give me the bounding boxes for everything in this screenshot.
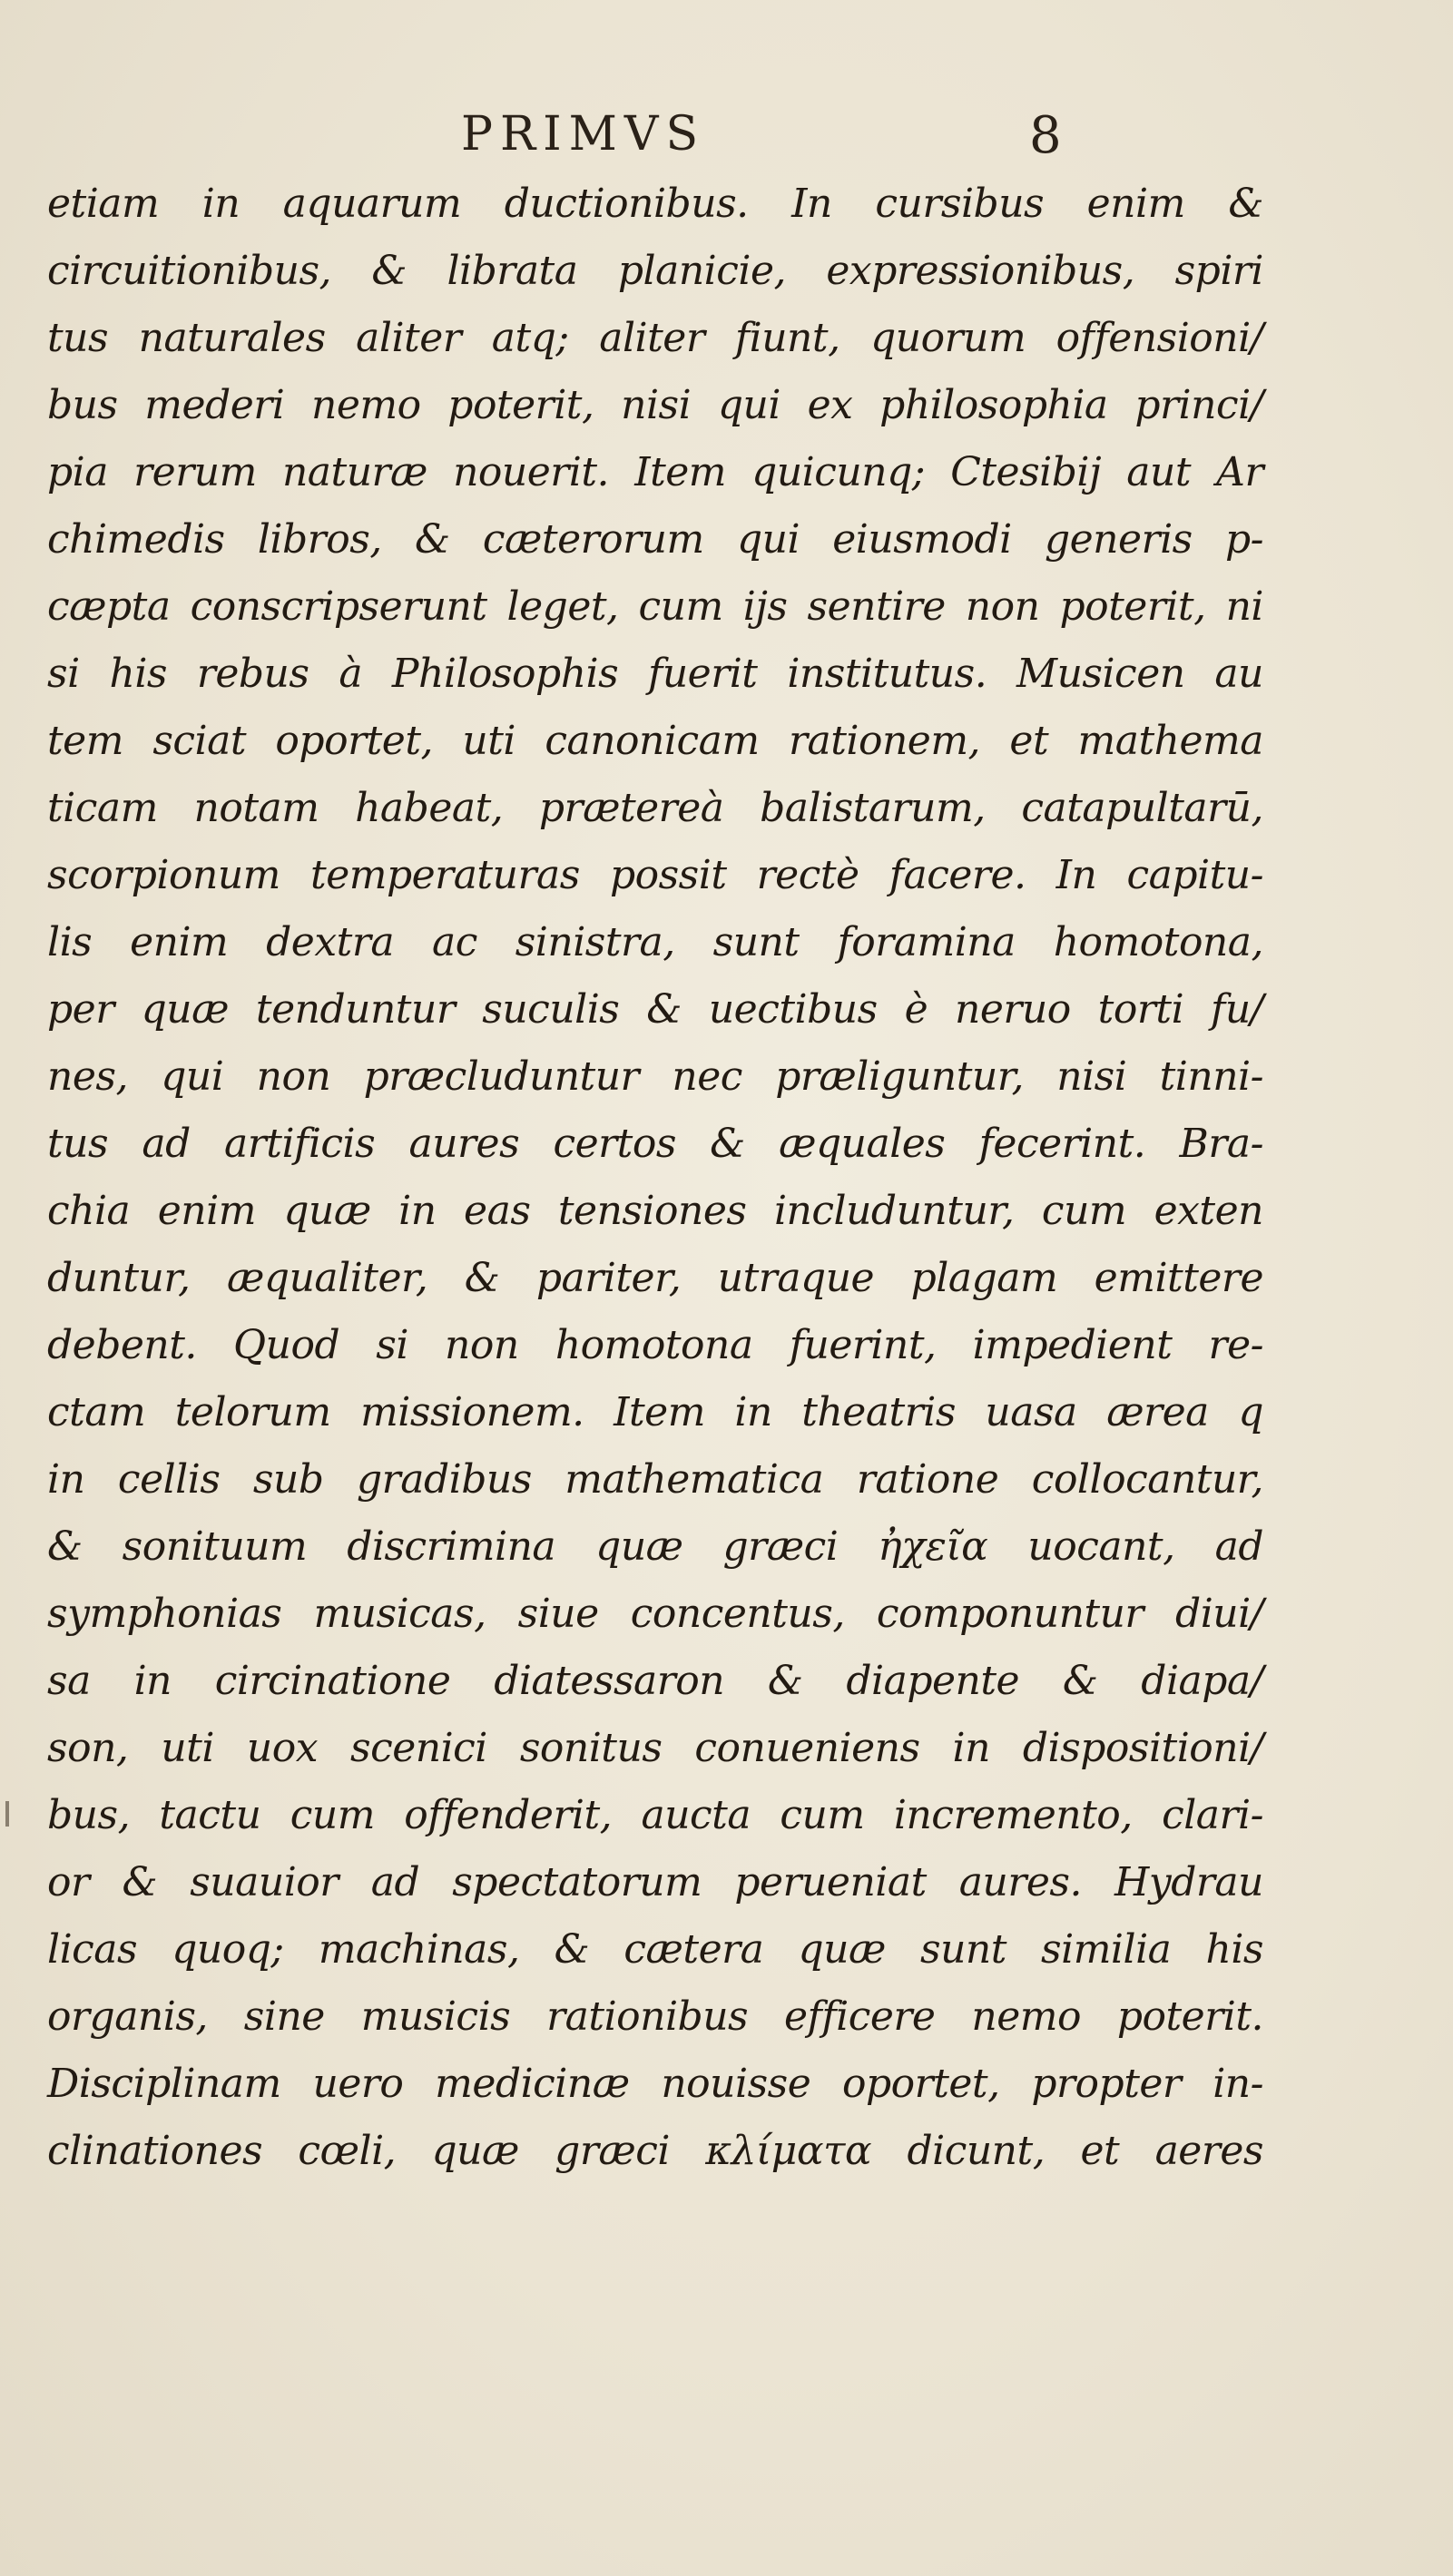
text-line: duntur, æqualiter, & pariter, utraque plagam emittere: [47, 1255, 1263, 1301]
text-line: pia rerum naturæ nouerit. Item quicunq; Ctesibij aut Ar: [47, 449, 1263, 495]
text-line: bus, tactu cum offenderit, aucta cum incremento, clari-: [47, 1792, 1263, 1838]
body-text: [47, 171, 1263, 2185]
text-line: sa in circinatione diatessaron & diapente & diapa/: [47, 1658, 1263, 1704]
text-line: bus mederi nemo poterit, nisi qui ex philosophia princi/: [47, 382, 1263, 428]
text-line: etiam in aquarum ductionibus. In cursibus enim &: [47, 181, 1263, 227]
text-line: tus naturales aliter atq; aliter fiunt, quorum offensioni/: [47, 315, 1263, 361]
page-header: [0, 98, 1453, 171]
text-line: son, uti uox scenici sonitus conueniens in dispositioni/: [47, 1725, 1263, 1771]
text-line: circuitionibus, & librata planicie, expressionibus, spiri: [47, 248, 1263, 294]
text-line: tus ad artificis aures certos & æquales fecerint. Bra-: [47, 1121, 1263, 1167]
text-line: debent. Quod si non homotona fuerint, impedient re-: [47, 1322, 1263, 1368]
text-line: in cellis sub gradibus mathematica ratione collocantur,: [47, 1456, 1263, 1503]
text-line: tem sciat oportet, uti canonicam rationem, et mathema: [47, 718, 1263, 764]
text-line: chia enim quæ in eas tensiones includuntur, cum exten: [47, 1188, 1263, 1234]
text-line: or & suauior ad spectatorum perueniat aures. Hydrau: [47, 1859, 1263, 1905]
text-line: ctam telorum missionem. Item in theatris uasa ærea q: [47, 1389, 1263, 1435]
text-line: si his rebus à Philosophis fuerit institutus. Musicen au: [47, 651, 1263, 697]
text-line: scorpionum temperaturas possit rectè facere. In capitu-: [47, 852, 1263, 898]
text-line: ticam notam habeat, prætereà balistarum, catapultarū,: [47, 785, 1263, 831]
text-line: organis, sine musicis rationibus efficere nemo poterit.: [47, 1993, 1263, 2040]
text-line: Disciplinam uero medicinæ nouisse oportet, propter in-: [47, 2061, 1263, 2107]
page-number: 8: [1029, 106, 1062, 165]
text-line: per quæ tenduntur suculis & uectibus è neruo torti fu/: [47, 986, 1263, 1033]
text-line: nes, qui non præcluduntur nec præliguntur, nisi tinni-: [47, 1053, 1263, 1100]
text-line: clinationes cœli, quæ græci κλίματα dicunt, et aeres: [47, 2128, 1263, 2174]
text-line: lis enim dextra ac sinistra, sunt foramina homotona,: [47, 919, 1263, 965]
text-line: cæpta conscripserunt leget, cum ijs sentire non poterit, ni: [47, 583, 1263, 630]
text-line: licas quoq; machinas, & cætera quæ sunt similia his: [47, 1926, 1263, 1973]
margin-mark: [5, 1801, 9, 1827]
text-line: & sonituum discrimina quæ græci ἠχεῖα uocant, ad: [47, 1523, 1263, 1570]
text-line: symphonias musicas, siue concentus, componuntur diui/: [47, 1591, 1263, 1637]
text-line: chimedis libros, & cæterorum qui eiusmodi generis p-: [47, 516, 1263, 563]
running-head: PRIMVS: [461, 107, 706, 162]
